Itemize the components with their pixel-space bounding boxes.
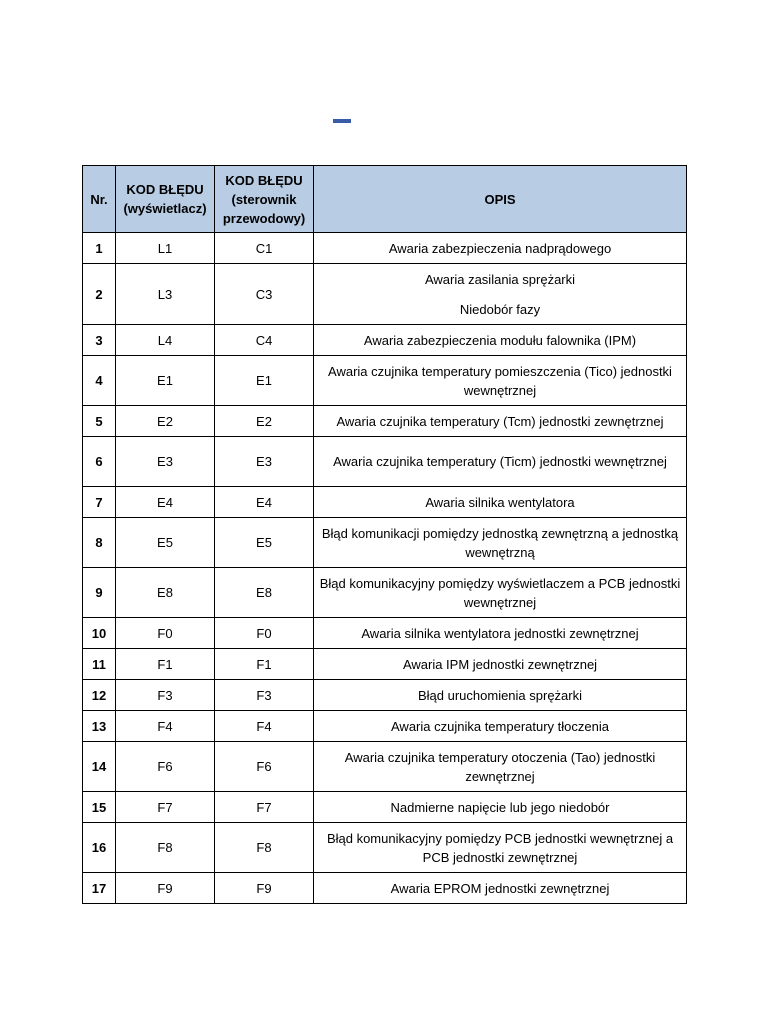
table-row: [83, 487, 687, 518]
row-number: 5: [83, 406, 116, 437]
table-row: [83, 680, 687, 711]
display-code: F9: [116, 873, 215, 904]
display-code: E5: [116, 518, 215, 568]
display-code: F3: [116, 680, 215, 711]
row-number: 15: [83, 792, 116, 823]
header-code-display: KOD BŁĘDU (wyświetlacz): [116, 166, 215, 233]
display-code: E3: [116, 437, 215, 487]
display-code: E1: [116, 356, 215, 406]
row-number: 6: [83, 437, 116, 487]
description: Błąd komunikacyjny pomiędzy PCB jednostki wewnętrznej a PCB jednostki zewnętrznej: [314, 823, 687, 873]
display-code: F6: [116, 742, 215, 792]
description: Awaria zabezpieczenia nadprądowego: [314, 233, 687, 264]
table-row: [83, 356, 687, 406]
display-code: E8: [116, 568, 215, 618]
description: Nadmierne napięcie lub jego niedobór: [314, 792, 687, 823]
row-number: 17: [83, 873, 116, 904]
wired-code: C3: [215, 264, 314, 325]
description: Błąd komunikacji pomiędzy jednostką zewnętrzną a jednostką wewnętrzną: [314, 518, 687, 568]
display-code: F4: [116, 711, 215, 742]
table-row: [83, 518, 687, 568]
header-nr: Nr.: [83, 166, 116, 233]
display-code: E4: [116, 487, 215, 518]
description-line-1: Awaria zasilania sprężarki: [424, 271, 576, 287]
table-header-row: [83, 166, 687, 233]
error-code-table: [82, 165, 687, 904]
description: Awaria czujnika temperatury otoczenia (Tao) jednostki zewnętrznej: [314, 742, 687, 792]
wired-code: F3: [215, 680, 314, 711]
table-row: [83, 233, 687, 264]
table-row: [83, 264, 687, 325]
description: Awaria zabezpieczenia modułu falownika (IPM): [314, 325, 687, 356]
table-row: [83, 792, 687, 823]
wired-code: C1: [215, 233, 314, 264]
display-code: L1: [116, 233, 215, 264]
description-line-2: Niedobór fazy: [459, 301, 541, 317]
table-row: [83, 437, 687, 487]
wired-code: E4: [215, 487, 314, 518]
wired-code: F9: [215, 873, 314, 904]
display-code: L3: [116, 264, 215, 325]
display-code: F0: [116, 618, 215, 649]
wired-code: E2: [215, 406, 314, 437]
header-description: OPIS: [314, 166, 687, 233]
row-number: 4: [83, 356, 116, 406]
description: Awaria IPM jednostki zewnętrznej: [314, 649, 687, 680]
wired-code: F4: [215, 711, 314, 742]
table-row: [83, 742, 687, 792]
row-number: 12: [83, 680, 116, 711]
wired-code: E8: [215, 568, 314, 618]
display-code: E2: [116, 406, 215, 437]
row-number: 13: [83, 711, 116, 742]
description: Awaria silnika wentylatora jednostki zewnętrznej: [314, 618, 687, 649]
row-number: 11: [83, 649, 116, 680]
row-number: 2: [83, 264, 116, 325]
wired-code: C4: [215, 325, 314, 356]
header-code-wired: KOD BŁĘDU (sterownik przewodowy): [215, 166, 314, 233]
table-row: [83, 325, 687, 356]
row-number: 16: [83, 823, 116, 873]
wired-code: F8: [215, 823, 314, 873]
description: Błąd komunikacyjny pomiędzy wyświetlaczem a PCB jednostki wewnętrznej: [314, 568, 687, 618]
display-code: F1: [116, 649, 215, 680]
table-row: [83, 823, 687, 873]
description: Awaria czujnika temperatury (Tcm) jednostki zewnętrznej: [314, 406, 687, 437]
wired-code: F7: [215, 792, 314, 823]
description: Awaria czujnika temperatury tłoczenia: [314, 711, 687, 742]
table-row: [83, 873, 687, 904]
description: Błąd uruchomienia sprężarki: [314, 680, 687, 711]
wired-code: F1: [215, 649, 314, 680]
table-row: [83, 649, 687, 680]
heading-dash: [333, 119, 351, 123]
row-number: 8: [83, 518, 116, 568]
table-row: [83, 568, 687, 618]
description: Awaria silnika wentylatora: [314, 487, 687, 518]
row-number: 14: [83, 742, 116, 792]
display-code: L4: [116, 325, 215, 356]
description: Awaria czujnika temperatury pomieszczenia (Tico) jednostki wewnętrznej: [314, 356, 687, 406]
wired-code: E3: [215, 437, 314, 487]
wired-code: F6: [215, 742, 314, 792]
row-number: 3: [83, 325, 116, 356]
table-row: [83, 406, 687, 437]
description: [314, 264, 687, 325]
display-code: F8: [116, 823, 215, 873]
row-number: 7: [83, 487, 116, 518]
row-number: 9: [83, 568, 116, 618]
wired-code: F0: [215, 618, 314, 649]
row-number: 10: [83, 618, 116, 649]
wired-code: E5: [215, 518, 314, 568]
description: Awaria EPROM jednostki zewnętrznej: [314, 873, 687, 904]
table-row: [83, 711, 687, 742]
row-number: 1: [83, 233, 116, 264]
wired-code: E1: [215, 356, 314, 406]
description: Awaria czujnika temperatury (Ticm) jednostki wewnętrznej: [314, 437, 687, 487]
display-code: F7: [116, 792, 215, 823]
table-row: [83, 618, 687, 649]
